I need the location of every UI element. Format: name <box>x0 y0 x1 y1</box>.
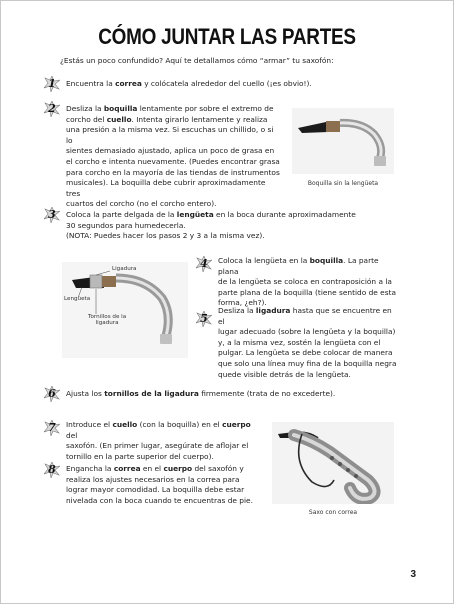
step-8-text: Engancha la correa en el cuerpo del saxofón y realiza los ajustes necesarios en la correa para lograr mayor comodidad. La boquilla debe estar nivelada con la boca cuando te encuentras de pie. <box>66 464 253 505</box>
mouthpiece-photo <box>62 262 188 358</box>
intro-text: ¿Estás un poco confundido? Aquí te detallamos cómo “armar” tu saxofón: <box>60 56 334 65</box>
sax-caption: Saxo con correa <box>308 509 358 516</box>
step-4-text: Coloca la lengüeta en la boquilla. La parte plana de la lengüeta se coloca en contraposición a la parte plana de la boquilla (tiene sentido de esta forma, ¿eh?). <box>218 256 397 308</box>
saxophone-illustration <box>272 422 394 504</box>
sax-neck-illustration <box>292 108 394 174</box>
neck-photo <box>292 108 394 174</box>
step-7-text: Introduce el cuello (con la boquilla) en el cuerpo del saxofón. (En primer lugar, asegúrate de aflojar el tornillo en la parte superior del cuerpo). <box>66 420 251 461</box>
step-6-text: Ajusta los tornillos de la ligadura firmemente (trata de no excederte). <box>66 389 336 398</box>
label-tornillos: Tornillos de la ligadura <box>88 314 127 326</box>
step-badge-1: 1 <box>44 76 60 92</box>
mouthpiece-illustration <box>62 262 188 358</box>
label-ligadura: Ligadura <box>112 266 137 272</box>
page-title: CÓMO JUNTAR LAS PARTES <box>98 24 356 49</box>
step-badge-7: 7 <box>44 420 60 436</box>
step-badge-3: 3 <box>44 207 60 223</box>
sax-photo <box>272 422 394 504</box>
step-badge-6: 6 <box>44 386 60 402</box>
step-2-text: Desliza la boquilla lentamente por sobre el extremo de corcho del cuello. Intenta girarlo lentamente y realiza una presión a la misma vez. Si escuchas un chillido, o si lo sientes demasiado ajustado, aplica un poco de grasa en el corcho e intenta nuevamente. (Puedes encontrar grasa para corcho en la mayoría de las tiendas de instrumentos musicales). La boquilla debe cubrir aproximadamente tres cuartos del corcho (no el corcho entero). <box>66 104 280 209</box>
step-5-text: Desliza la ligadura hasta que se encuentre en el lugar adecuado (sobre la lengüeta y la boquilla) y, a la misma vez, sostén la lengüeta con el pulgar. La lengüeta se debe colocar de manera que solo una línea muy fina de la boquilla negra quede visible detrás de la lengüeta. <box>218 306 397 379</box>
step-1-text: Encuentra la correa y colócatela alrededor del cuello (¡es obvio!). <box>66 79 312 88</box>
page-number: 3 <box>410 569 416 580</box>
step-badge-4: 4 <box>196 256 212 272</box>
step-badge-5: 5 <box>196 311 212 327</box>
step-badge-2: 2 <box>44 101 60 117</box>
step-3-text: Coloca la parte delgada de la lengüeta en la boca durante aproximadamente 30 segundos para humedecerla. (NOTA: Puedes hacer los pasos 2 y 3 a la misma vez). <box>66 210 356 241</box>
step-badge-8: 8 <box>44 462 60 478</box>
neck-caption: Boquilla sin la lengüeta <box>307 180 379 187</box>
label-lengueta: Lengüeta <box>64 296 91 302</box>
